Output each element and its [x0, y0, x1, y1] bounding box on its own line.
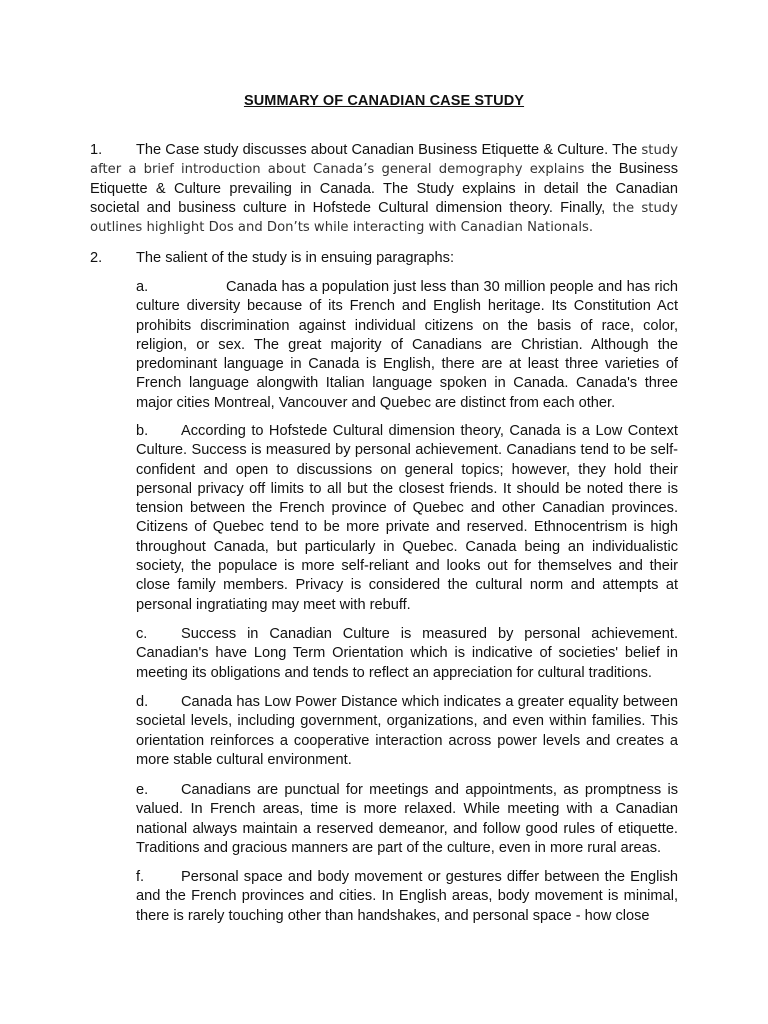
- item-b: [136, 422, 678, 615]
- paragraph-1-text-gray2: the study outlines highlight Dos and Don’ts while interacting with Canadian Nationals.: [90, 200, 678, 236]
- item-b-text: According to Hofstede Cultural dimension theory, Canada is a Low Context Culture. Success is measured by personal achievement. Canadians tend to be self-confident and open to discussions on general topics; however, they hold their personal privacy off limits to all but the closest friends. It should be noted there is tension between the French province of Quebec and other Canadian provinces. Citizens of Quebec tend to be more private and reserved. Ethnocentrism is high throughout Canada, but particularly in Quebec. Canada being an individualistic society, the populace is more self-reliant and looks out for themselves and their close family members. Privacy is considered the cultural norm and attempts at personal ingratiating may meet with rebuff.: [136, 423, 678, 613]
- item-c-text: Success in Canadian Culture is measured by personal achievement. Canadian's have Long Term Orientation which is indicative of societies' belief in meeting its obligations and tends to reflect an appreciation for cultural traditions.: [136, 626, 678, 681]
- paragraph-1-text-gray1: study after a brief introduction about Canada’s general demography explains: [90, 143, 678, 178]
- item-b-label: b.: [136, 423, 149, 439]
- document-title: SUMMARY OF CANADIAN CASE STUDY: [243, 93, 525, 109]
- item-c: [136, 625, 678, 683]
- item-a-label: a.: [136, 279, 149, 295]
- item-e-label: e.: [136, 782, 149, 798]
- item-e: [136, 781, 678, 858]
- paragraph-1: [90, 141, 678, 237]
- paragraph-2-number: 2.: [90, 250, 103, 266]
- item-d-label: d.: [136, 694, 149, 710]
- paragraph-1-number: 1.: [90, 142, 103, 158]
- item-d: [136, 693, 678, 770]
- paragraph-2: [90, 249, 678, 268]
- paragraph-1-text-mid: the Business Etiquette & Culture prevailing in Canada. The Study explains in detail the Canadian societal and business culture in Hofstede Cultural dimension theory. Finally,: [90, 161, 678, 216]
- item-e-text: Canadians are punctual for meetings and appointments, as promptness is valued. In French areas, time is more relaxed. While meeting with a Canadian national always maintain a reserved demeanor, and follow good rules of etiquette. Traditions and gracious manners are part of the culture, even in more rural areas.: [136, 782, 678, 856]
- item-f-label: f.: [136, 869, 145, 885]
- item-c-label: c.: [136, 626, 148, 642]
- item-a-text: Canada has a population just less than 30 million people and has rich culture diversity because of its French and English heritage. Its Constitution Act prohibits discrimination against individual citizens on the basis of race, color, religion, or sex. The great majority of Canadians are Christian. Although the predominant language in Canada is English, there are at least three varieties of French language alongwith Italian language spoken in Canada. Canada's three major cities Montreal, Vancouver and Quebec are distinct from each other.: [136, 279, 678, 411]
- item-f: [136, 868, 678, 926]
- item-d-text: Canada has Low Power Distance which indicates a greater equality between societal levels, including government, organizations, and even within families. This orientation reinforces a cooperative interaction across power levels and creates a more stable cultural environment.: [136, 694, 678, 768]
- item-f-text: Personal space and body movement or gestures differ between the English and the French provinces and cities. In English areas, body movement is minimal, there is rarely touching other than handshakes, and personal space - how close: [136, 869, 678, 924]
- item-a: [136, 278, 678, 413]
- paragraph-1-text-start: The Case study discusses about Canadian Business Etiquette & Culture. The: [136, 142, 642, 158]
- paragraph-2-text: The salient of the study is in ensuing paragraphs:: [136, 250, 455, 266]
